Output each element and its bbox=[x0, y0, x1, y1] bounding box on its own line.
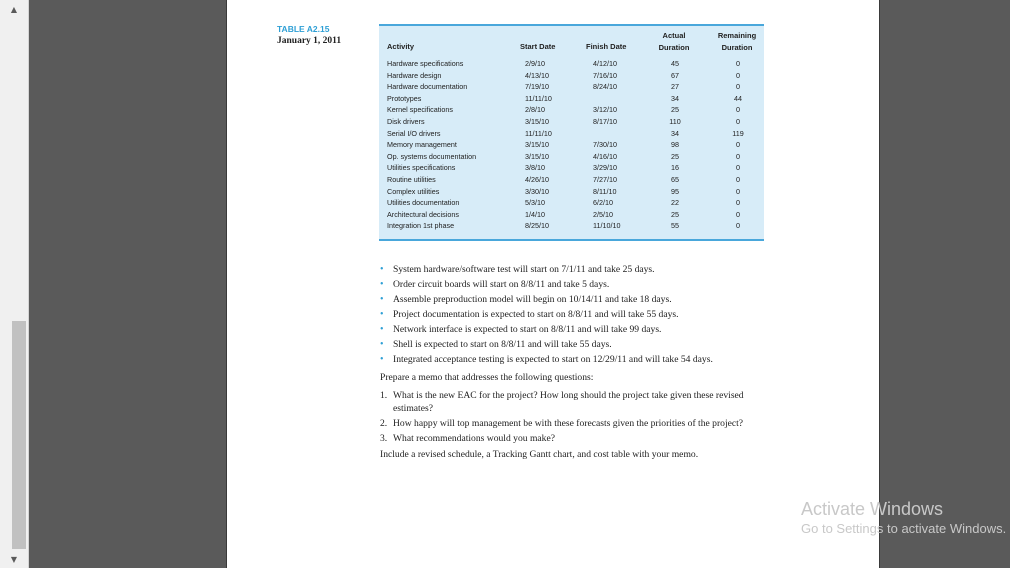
table-row bbox=[379, 174, 764, 186]
cell-actual-duration: 34 bbox=[671, 128, 679, 138]
scroll-up-arrow-icon[interactable]: ▲ bbox=[10, 5, 18, 14]
question-item bbox=[380, 432, 770, 445]
header-actual-line2: Duration bbox=[658, 42, 690, 52]
cell-activity: Op. systems documentation bbox=[387, 151, 477, 161]
table-row bbox=[379, 220, 764, 232]
bullet-icon: • bbox=[380, 264, 384, 275]
cell-remaining-duration: 0 bbox=[736, 198, 740, 208]
cell-finish-date: 11/10/10 bbox=[593, 221, 621, 231]
cell-actual-duration: 45 bbox=[671, 59, 679, 68]
cell-start-date: 3/30/10 bbox=[525, 186, 549, 196]
cell-finish-date: 8/24/10 bbox=[593, 82, 617, 92]
bullet-list bbox=[380, 262, 770, 367]
cell-start-date: 4/26/10 bbox=[525, 174, 549, 184]
cell-start-date: 2/8/10 bbox=[525, 105, 545, 115]
cell-actual-duration: 16 bbox=[671, 163, 679, 173]
question-number: 3. bbox=[380, 433, 388, 444]
bullet-icon: • bbox=[380, 309, 384, 320]
scrollbar-thumb[interactable] bbox=[12, 321, 26, 549]
cell-activity: Hardware documentation bbox=[387, 82, 468, 92]
cell-activity: Utilities documentation bbox=[387, 198, 460, 208]
bullet-icon: • bbox=[380, 324, 384, 335]
cell-finish-date: 3/29/10 bbox=[593, 163, 617, 173]
list-item bbox=[380, 292, 770, 307]
clipped-previous-text bbox=[279, 0, 367, 4]
bullet-text: Order circuit boards will start on 8/8/11 and take 5 days. bbox=[393, 279, 610, 290]
cell-remaining-duration: 44 bbox=[734, 93, 742, 103]
question-number: 2. bbox=[380, 418, 388, 429]
cell-activity: Integration 1st phase bbox=[387, 221, 455, 231]
bullet-icon: • bbox=[380, 294, 384, 305]
cell-finish-date: 3/12/10 bbox=[593, 105, 617, 115]
cell-activity: Architectural decisions bbox=[387, 209, 459, 219]
question-number: 1. bbox=[380, 390, 388, 401]
cell-remaining-duration: 0 bbox=[736, 82, 740, 92]
cell-activity: Utilities specifications bbox=[387, 163, 456, 173]
header-actual-line1: Actual bbox=[662, 31, 686, 40]
question-text: What recommendations would you make? bbox=[393, 433, 555, 444]
table-row bbox=[379, 151, 764, 163]
header-activity: Activity bbox=[387, 42, 415, 51]
cell-remaining-duration: 119 bbox=[732, 128, 744, 138]
cell-start-date: 7/19/10 bbox=[525, 82, 549, 92]
table-row bbox=[379, 186, 764, 198]
header-remaining-duration bbox=[707, 30, 767, 53]
cell-activity: Complex utilities bbox=[387, 186, 440, 196]
cell-remaining-duration: 0 bbox=[736, 221, 740, 231]
cell-finish-date: 7/27/10 bbox=[593, 174, 617, 184]
cell-activity: Disk drivers bbox=[387, 116, 425, 126]
table-row bbox=[379, 116, 764, 128]
cell-start-date: 8/25/10 bbox=[525, 221, 549, 231]
cell-start-date: 4/13/10 bbox=[525, 70, 549, 80]
watermark-title: Activate Windows bbox=[801, 499, 944, 519]
cell-actual-duration: 25 bbox=[671, 209, 679, 219]
watermark-subtitle: Go to Settings to activate Windows. bbox=[801, 521, 1007, 536]
cell-remaining-duration: 0 bbox=[736, 209, 740, 219]
question-text: What is the new EAC for the project? How long should the project take given these revised estimates? bbox=[393, 390, 744, 414]
cell-remaining-duration: 0 bbox=[736, 174, 740, 184]
cell-actual-duration: 65 bbox=[671, 174, 679, 184]
bullet-icon: • bbox=[380, 279, 384, 290]
document-page bbox=[226, 0, 880, 568]
activate-windows-watermark bbox=[801, 498, 1006, 538]
list-item bbox=[380, 352, 770, 367]
cell-actual-duration: 22 bbox=[671, 198, 679, 208]
memo-prompt: Prepare a memo that addresses the following questions: bbox=[380, 372, 594, 383]
cell-finish-date: 7/16/10 bbox=[593, 70, 617, 80]
table-row bbox=[379, 209, 764, 221]
cell-remaining-duration: 0 bbox=[736, 116, 740, 126]
bullet-text: Assemble preproduction model will begin on 10/14/11 and take 18 days. bbox=[393, 294, 672, 305]
cell-actual-duration: 34 bbox=[671, 93, 679, 103]
table-row bbox=[379, 81, 764, 93]
bullet-icon: • bbox=[380, 339, 384, 350]
question-text: How happy will top management be with these forecasts given the priorities of the project? bbox=[393, 418, 744, 429]
table-row bbox=[379, 197, 764, 209]
cell-actual-duration: 95 bbox=[671, 186, 679, 196]
header-start-date: Start Date bbox=[520, 42, 556, 51]
cell-actual-duration: 27 bbox=[671, 82, 679, 92]
question-list bbox=[380, 389, 770, 445]
cell-actual-duration: 25 bbox=[671, 151, 679, 161]
question-item bbox=[380, 417, 770, 430]
cell-start-date: 3/8/10 bbox=[525, 163, 545, 173]
cell-start-date: 3/15/10 bbox=[525, 151, 549, 161]
table-row bbox=[379, 104, 764, 116]
list-item bbox=[380, 262, 770, 277]
cell-remaining-duration: 0 bbox=[736, 59, 740, 68]
bullet-text: Integrated acceptance testing is expected to start on 12/29/11 and will take 54 days. bbox=[393, 354, 713, 365]
cell-finish-date: 4/12/10 bbox=[593, 59, 617, 68]
header-remaining-line2: Duration bbox=[721, 42, 753, 52]
cell-actual-duration: 67 bbox=[671, 70, 679, 80]
cell-activity: Memory management bbox=[387, 140, 457, 150]
bullet-text: System hardware/software test will start on 7/1/11 and take 25 days. bbox=[393, 264, 655, 275]
cell-remaining-duration: 0 bbox=[736, 140, 740, 150]
table-title: TABLE A2.15 bbox=[277, 24, 330, 34]
list-item bbox=[380, 322, 770, 337]
cell-remaining-duration: 0 bbox=[736, 151, 740, 161]
question-item bbox=[380, 389, 770, 415]
cell-actual-duration: 55 bbox=[671, 221, 679, 231]
list-item bbox=[380, 337, 770, 352]
cell-remaining-duration: 0 bbox=[736, 163, 740, 173]
cell-finish-date: 4/16/10 bbox=[593, 151, 617, 161]
bullet-text: Network interface is expected to start on 8/8/11 and will take 99 days. bbox=[393, 324, 662, 335]
cell-activity: Hardware design bbox=[387, 70, 442, 80]
cell-start-date: 1/4/10 bbox=[525, 209, 545, 219]
cell-finish-date: 7/30/10 bbox=[593, 140, 617, 150]
cell-finish-date: 6/2/10 bbox=[593, 198, 613, 208]
table-row bbox=[379, 70, 764, 82]
cell-finish-date: 2/5/10 bbox=[593, 209, 613, 219]
table-row bbox=[379, 58, 764, 70]
cell-activity: Kernel specifications bbox=[387, 105, 453, 115]
cell-finish-date: 8/11/10 bbox=[593, 186, 617, 196]
cell-remaining-duration: 0 bbox=[736, 186, 740, 196]
cell-activity: Hardware specifications bbox=[387, 59, 464, 68]
cell-activity: Prototypes bbox=[387, 93, 422, 103]
list-item bbox=[380, 307, 770, 322]
table-row bbox=[379, 139, 764, 151]
cell-remaining-duration: 0 bbox=[736, 70, 740, 80]
scroll-down-arrow-icon[interactable]: ▼ bbox=[10, 555, 18, 564]
cell-actual-duration: 110 bbox=[669, 116, 681, 126]
cell-finish-date: 8/17/10 bbox=[593, 116, 617, 126]
table-date: January 1, 2011 bbox=[277, 36, 342, 46]
cell-actual-duration: 98 bbox=[671, 140, 679, 150]
header-finish-date: Finish Date bbox=[586, 42, 627, 51]
cell-start-date: 3/15/10 bbox=[525, 140, 549, 150]
cell-start-date: 2/9/10 bbox=[525, 59, 545, 68]
table-body bbox=[379, 58, 764, 232]
cell-start-date: 5/3/10 bbox=[525, 198, 545, 208]
cell-activity: Serial I/O drivers bbox=[387, 128, 441, 138]
bullet-icon: • bbox=[380, 354, 384, 365]
cell-remaining-duration: 0 bbox=[736, 105, 740, 115]
closing-instruction: Include a revised schedule, a Tracking Gantt chart, and cost table with your memo. bbox=[380, 449, 699, 460]
cell-start-date: 11/11/10 bbox=[525, 128, 552, 138]
table-row bbox=[379, 162, 764, 174]
table-row bbox=[379, 128, 764, 140]
table-row bbox=[379, 93, 764, 105]
memo-instructions bbox=[380, 262, 770, 462]
cell-start-date: 3/15/10 bbox=[525, 116, 549, 126]
vertical-scrollbar[interactable] bbox=[0, 0, 29, 568]
header-actual-duration bbox=[644, 30, 704, 53]
cell-actual-duration: 25 bbox=[671, 105, 679, 115]
bullet-text: Shell is expected to start on 8/8/11 and will take 55 days. bbox=[393, 339, 612, 350]
header-remaining-line1: Remaining bbox=[717, 31, 757, 40]
bullet-text: Project documentation is expected to start on 8/8/11 and will take 55 days. bbox=[393, 309, 679, 320]
cell-activity: Routine utilities bbox=[387, 174, 436, 184]
cell-start-date: 11/11/10 bbox=[525, 93, 552, 103]
list-item bbox=[380, 277, 770, 292]
activity-table bbox=[379, 24, 764, 241]
